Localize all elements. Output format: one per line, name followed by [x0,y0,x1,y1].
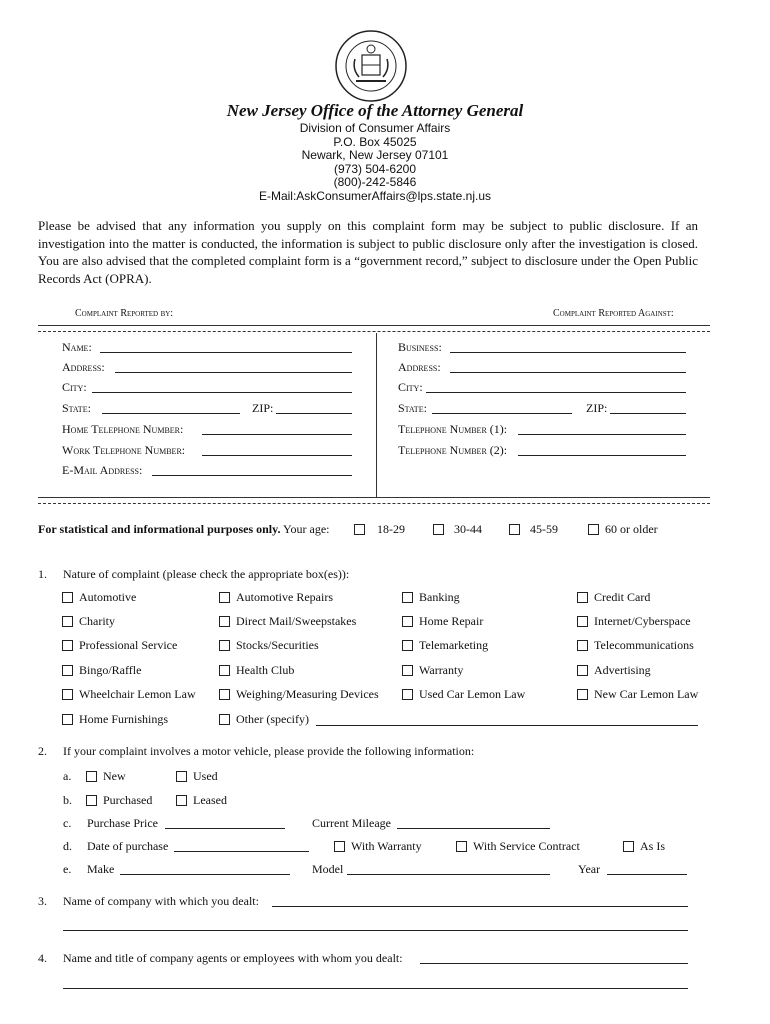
complaint-option[interactable] [62,614,115,629]
complaint-option-label: Internet/Cyberspace [594,614,691,628]
work-phone-field[interactable] [202,455,352,456]
checkbox[interactable] [509,524,520,535]
q2-number: 2. [38,744,47,758]
complaint-option-label: Used Car Lemon Law [419,687,526,701]
section-divider [376,333,377,498]
age-option-30-44[interactable]: 30-44 [433,522,482,537]
checkbox[interactable] [62,665,73,676]
complaint-option[interactable] [402,687,525,702]
q3-question: Name of company with which you dealt: [63,894,259,908]
checkbox[interactable] [176,795,187,806]
checkbox[interactable] [588,524,599,535]
complaint-option-label: Direct Mail/Sweepstakes [236,614,357,628]
complaint-option-label: Home Furnishings [79,712,169,726]
make-label: Make [87,862,115,876]
complaint-option-label: Warranty [419,663,464,677]
complaint-option[interactable] [62,590,136,605]
business-city-label: City: [398,380,423,394]
email-label: E-Mail Address: [62,463,143,477]
business-city-field[interactable] [426,392,686,393]
state-label: State: [62,401,91,415]
complaint-option[interactable] [577,590,650,605]
business-address-field[interactable] [450,372,686,373]
checkbox[interactable] [62,714,73,725]
agency-address [0,122,750,204]
home-phone-field[interactable] [202,434,352,435]
checkbox[interactable] [577,689,588,700]
complaint-option-label: Advertising [594,663,651,677]
complaint-option-label: Weighing/Measuring Devices [236,687,379,701]
complaint-option[interactable] [402,614,483,629]
complaint-option-label: Telemarketing [419,638,489,652]
zip-label: ZIP: [252,401,274,415]
company-name-field[interactable] [272,906,688,907]
reported-by-heading: Complaint Reported by: [75,308,174,319]
complaint-option[interactable] [219,712,309,727]
checkbox[interactable] [577,592,588,603]
agents-field[interactable] [420,963,688,964]
complaint-option-label: Bingo/Raffle [79,663,142,677]
leased-option[interactable]: Leased [176,793,227,808]
complaint-option-label: Banking [419,590,460,604]
checkbox[interactable] [219,640,230,651]
section-bottom-rule [38,497,710,498]
complaint-option[interactable] [577,638,694,653]
business-phone2-label: Telephone Number (2): [398,443,508,457]
division-name: Division of Consumer Affairs [299,121,451,135]
name-field[interactable] [100,352,352,353]
q1-question: Nature of complaint (please check the appropriate box(es)): [63,567,350,581]
checkbox[interactable] [402,689,413,700]
complaint-option[interactable] [62,712,168,727]
checkbox[interactable] [219,616,230,627]
q2e-label: e. [63,862,72,876]
new-option[interactable]: New [86,769,126,784]
checkbox[interactable] [456,841,467,852]
checkbox[interactable] [62,640,73,651]
checkbox[interactable] [62,689,73,700]
age-row [38,522,329,537]
used-option[interactable]: Used [176,769,218,784]
checkbox[interactable] [577,640,588,651]
complaint-option[interactable] [577,663,651,678]
checkbox[interactable] [402,665,413,676]
purchased-option[interactable]: Purchased [86,793,152,808]
checkbox[interactable] [219,689,230,700]
complaint-option-label: Credit Card [594,590,651,604]
complaint-option[interactable] [402,590,460,605]
date-of-purchase-field[interactable] [174,851,309,852]
section-top-rule [38,325,710,326]
address-label: Address: [62,360,105,374]
model-field[interactable] [347,874,550,875]
checkbox[interactable] [577,665,588,676]
city-field[interactable] [92,392,352,393]
complaint-option-label: Home Repair [419,614,484,628]
complaint-option[interactable] [62,663,141,678]
company-name-field-2[interactable] [63,930,688,931]
checkbox[interactable] [577,616,588,627]
checkbox[interactable] [433,524,444,535]
complaint-option-label: New Car Lemon Law [594,687,699,701]
complaint-option-label: Wheelchair Lemon Law [79,687,196,701]
q4-question: Name and title of company agents or employees with whom you dealt: [63,951,403,965]
purchase-price-label: Purchase Price [87,816,158,830]
complaint-option-label: Stocks/Securities [236,638,319,652]
business-field[interactable] [450,352,686,353]
business-state-field[interactable] [432,413,572,414]
year-field[interactable] [607,874,687,875]
checkbox[interactable] [219,714,230,725]
current-mileage-label: Current Mileage [312,816,391,830]
address-field[interactable] [115,372,352,373]
purchase-price-field[interactable] [165,828,285,829]
email-field[interactable] [152,475,352,476]
age-option-60-plus[interactable]: 60 or older [588,522,658,537]
complaint-option[interactable] [219,590,333,605]
other-specify-field[interactable] [316,725,698,726]
age-purpose-label: For statistical and informational purposes only. [38,522,281,536]
complaint-option[interactable] [402,638,488,653]
complaint-option-label: Professional Service [79,638,178,652]
current-mileage-field[interactable] [397,828,550,829]
work-phone-label: Work Telephone Number: [62,443,186,457]
checkbox[interactable] [62,592,73,603]
complaint-option[interactable] [219,614,356,629]
date-of-purchase-label: Date of purchase [87,839,169,853]
zip-field[interactable] [276,413,352,414]
model-label: Model [312,862,344,876]
checkbox[interactable] [402,640,413,651]
po-box: P.O. Box 45025 [333,134,417,149]
as-is-option[interactable]: As Is [623,839,665,854]
page-title: New Jersey Office of the Attorney General [226,101,524,120]
state-field[interactable] [102,413,240,414]
age-label: Your age: [283,522,330,536]
complaint-option-label: Health Club [236,663,295,677]
complaint-option[interactable] [577,687,698,702]
business-phone1-field[interactable] [518,434,686,435]
complaint-option[interactable] [219,638,319,653]
business-phone1-label: Telephone Number (1): [398,422,508,436]
state-seal [334,29,408,103]
complaint-option[interactable] [62,687,196,702]
business-zip-label: ZIP: [586,401,608,415]
checkbox[interactable] [334,841,345,852]
phone-1: (973) 504-6200 [333,161,417,176]
section-bottom-rule-2 [38,503,710,504]
business-phone2-field[interactable] [518,455,686,456]
q2a-label: a. [63,769,72,783]
email-link[interactable]: E-Mail:AskConsumerAffairs@lps.state.nj.us [258,188,492,203]
agents-field-2[interactable] [63,988,688,989]
q3-number: 3. [38,894,47,908]
name-label: Name: [62,340,92,354]
make-field[interactable] [120,874,290,875]
disclosure-notice: Please be advised that any information you supply on this complaint form may be subject to public disclosure. If an investigation into the matter is conducted, the information is subject to public disclosure only after the investigation is closed. You are also advised that the completed complaint form is a “government record,” subject to disclosure under the Open Public Records Act (OPRA). [38,218,698,286]
checkbox[interactable] [219,665,230,676]
checkbox[interactable] [623,841,634,852]
complaint-option-label: Charity [79,614,115,628]
year-label: Year [578,862,601,876]
q2-question: If your complaint involves a motor vehicle, please provide the following information: [63,744,475,758]
business-state-label: State: [398,401,427,415]
business-address-label: Address: [398,360,441,374]
complaint-option[interactable] [62,638,177,653]
business-label: Business: [398,340,442,354]
q2d-label: d. [63,839,72,853]
checkbox[interactable] [219,592,230,603]
age-option-18-29[interactable]: 18-29 [354,522,405,537]
section-top-rule-2 [38,331,710,332]
complaint-option-label: Other (specify) [236,712,309,726]
complaint-option-label: Automotive Repairs [236,590,333,604]
with-warranty-option[interactable]: With Warranty [334,839,422,854]
checkbox[interactable] [62,616,73,627]
checkbox[interactable] [176,771,187,782]
checkbox[interactable] [86,795,97,806]
q2b-label: b. [63,793,72,807]
reported-against-heading: Complaint Reported Against: [553,308,674,319]
city-state: Newark, New Jersey 07101 [301,148,449,163]
checkbox[interactable] [402,616,413,627]
checkbox[interactable] [354,524,365,535]
service-contract-option[interactable]: With Service Contract [456,839,580,854]
complaint-option[interactable] [402,663,463,678]
phone-2: (800)-242-5846 [333,175,417,190]
complaint-option[interactable] [577,614,691,629]
complaint-option-label: Telecommunications [594,638,694,652]
checkbox[interactable] [86,771,97,782]
home-phone-label: Home Telephone Number: [62,422,184,436]
complaint-option[interactable] [219,663,294,678]
q2c-label: c. [63,816,72,830]
q1-number: 1. [38,567,47,581]
complaint-option-label: Automotive [79,590,137,604]
business-zip-field[interactable] [610,413,686,414]
city-label: City: [62,380,87,394]
checkbox[interactable] [402,592,413,603]
age-option-45-59[interactable]: 45-59 [509,522,558,537]
complaint-option[interactable] [219,687,379,702]
q4-number: 4. [38,951,47,965]
